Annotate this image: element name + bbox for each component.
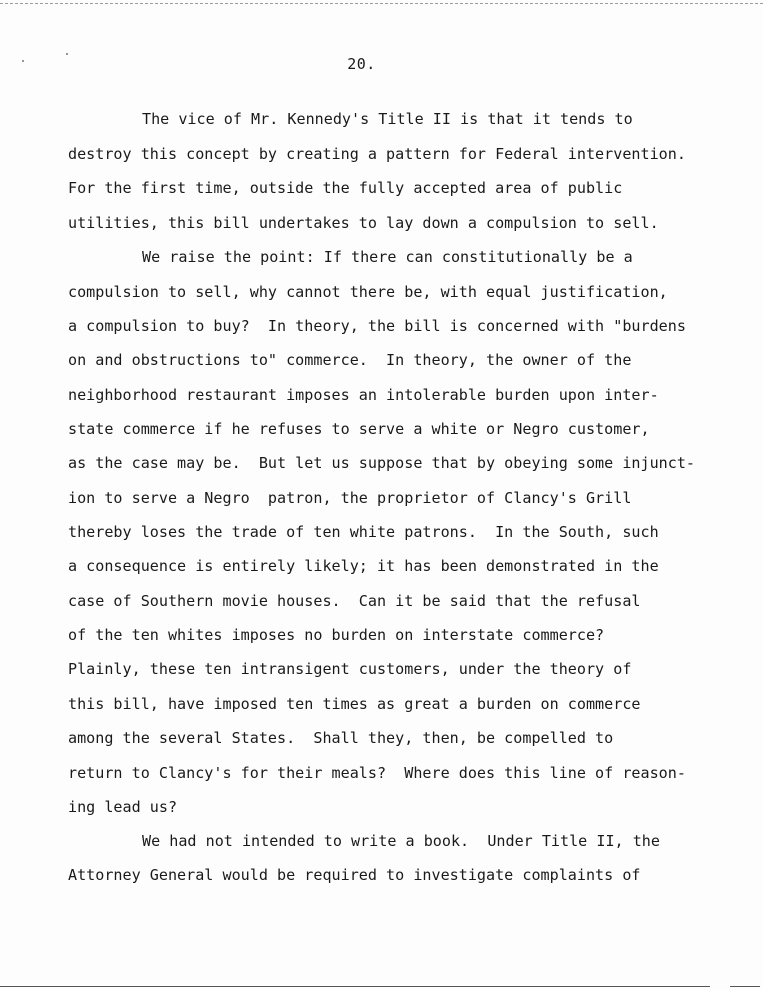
text-line: We raise the point: If there can constitutionally be a (142, 248, 633, 266)
text-line: return to Clancy's for their meals? Where does this line of reason- (68, 764, 686, 782)
text-line: this bill, have imposed ten times as great a burden on commerce (68, 695, 641, 713)
text-line: a compulsion to buy? In theory, the bill is concerned with "burdens (68, 317, 686, 335)
text-line: among the several States. Shall they, then, be compelled to (68, 729, 614, 747)
top-edge-line (0, 3, 763, 4)
text-line: ing lead us? (68, 798, 178, 816)
bottom-edge-line (730, 986, 760, 987)
text-line: destroy this concept by creating a pattern for Federal intervention. (68, 145, 686, 163)
text-line: utilities, this bill undertakes to lay down a compulsion to sell. (68, 214, 659, 232)
text-line: on and obstructions to" commerce. In theory, the owner of the (68, 351, 632, 369)
text-line: a consequence is entirely likely; it has been demonstrated in the (68, 557, 659, 575)
bottom-edge-line (0, 986, 710, 987)
text-line: case of Southern movie houses. Can it be said that the refusal (68, 592, 641, 610)
text-line: neighborhood restaurant imposes an intolerable burden upon inter- (68, 386, 659, 404)
text-line: ion to serve a Negro patron, the proprietor of Clancy's Grill (68, 489, 632, 507)
text-line: compulsion to sell, why cannot there be, with equal justification, (68, 283, 668, 301)
text-line: of the ten whites imposes no burden on interstate commerce? (68, 626, 605, 644)
text-line: The vice of Mr. Kennedy's Title II is that it tends to (142, 110, 633, 128)
page-number: 20. (347, 55, 376, 73)
text-line: Plainly, these ten intransigent customers, under the theory of (68, 660, 632, 678)
text-line: Attorney General would be required to investigate complaints of (68, 866, 641, 884)
text-line: We had not intended to write a book. Under Title II, the (142, 832, 660, 850)
text-line: For the first time, outside the fully accepted area of public (68, 179, 623, 197)
text-line: as the case may be. But let us suppose that by obeying some injunct- (68, 454, 696, 472)
text-line: state commerce if he refuses to serve a white or Negro customer, (68, 420, 650, 438)
text-line: thereby loses the trade of ten white patrons. In the South, such (68, 523, 659, 541)
